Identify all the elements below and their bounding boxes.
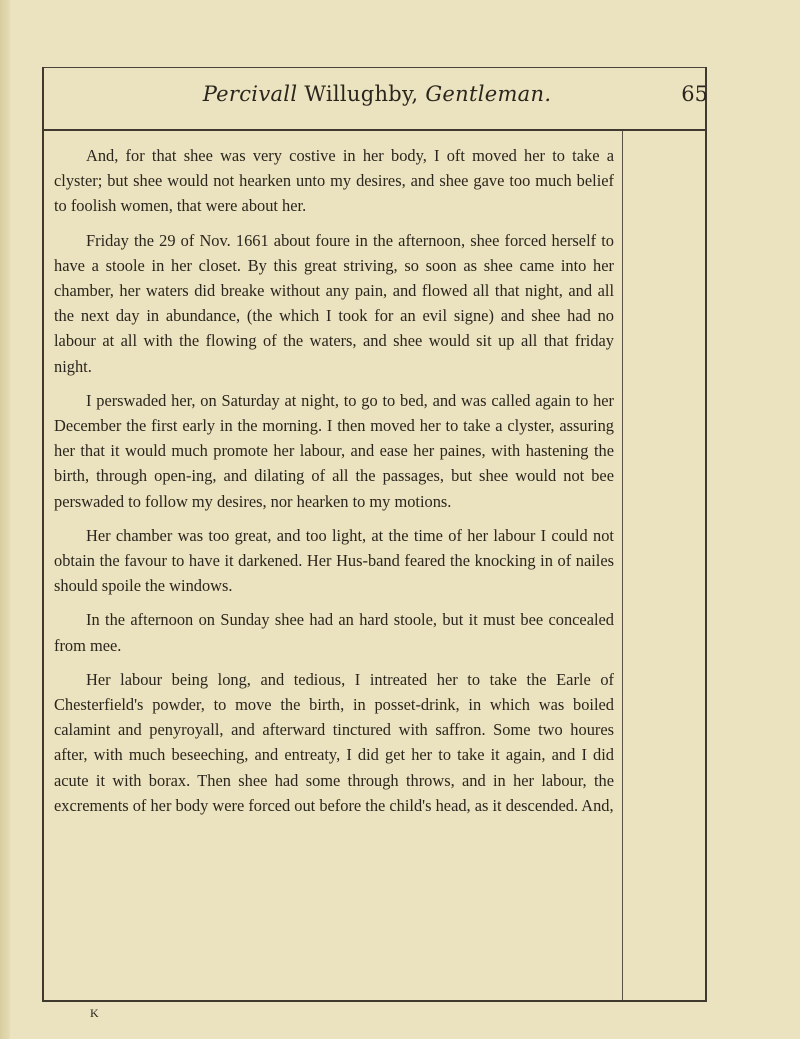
paragraph: In the afternoon on Sunday shee had an hard stoole, but it must bee concealed from mee. [54,610,614,655]
top-border-rule [42,67,707,68]
running-header [42,82,712,122]
right-border-rule [705,67,707,1001]
title-name: Percivall [202,82,298,106]
title-rank: Gentleman. [425,82,552,106]
signature-mark: K [90,1006,99,1020]
page-binding-edge [0,0,10,1039]
margin-rule [622,131,623,1001]
paragraph: I perswaded her, on Saturday at night, to go to bed, and was called again to her December the first early in the morning. I then moved her to take a clyster, assuring her that it would much promote her labour, and ease her paines, with hastening the birth, through open-ing, and dilating of all the passages, but shee would not bee perswaded to follow my desires, nor hearken to my motions. [54,390,614,511]
page-number: 65 [681,82,708,106]
running-title [42,82,712,106]
body-text [54,143,614,827]
left-border-rule [42,67,44,1001]
paragraph: And, for that shee was very costive in her body, I oft moved her to take a clyster; but shee would not hearken unto my desires, and shee gave too much belief to foolish women, that were about her. [54,146,614,216]
paragraph: Friday the 29 of Nov. 1661 about foure in the afternoon, shee forced herself to have a stoole in her closet. By this great striving, so soon as shee came into her chamber, her waters did breake without any pain, and flowed all that night, and all the next day in abundance, (the which I took for an evil signe) and shee had no labour at all with the flowing of the waters, and shee would sit up all that friday night. [54,230,614,376]
header-rule [42,129,707,131]
paragraph: Her labour being long, and tedious, I intreated her to take the Earle of Chesterfield's powder, to move the birth, in posset-drink, in which was boiled calamint and penyroyall, and afterward tinctured with saffron. Some two houres after, with much beseeching, and entreaty, I did get her to take it again, and I did acute it with borax. Then shee had some through throws, and in her labour, the excrements of her body were forced out before the child's head, as it descended. And, [54,669,614,815]
bottom-border-rule [42,1000,707,1002]
paragraph: Her chamber was too great, and too light, at the time of her labour I could not obtain the favour to have it darkened. Her Hus-band feared the knocking in of nailes should spoile the windows. [54,525,614,596]
title-surname: Willughby, [297,82,426,106]
